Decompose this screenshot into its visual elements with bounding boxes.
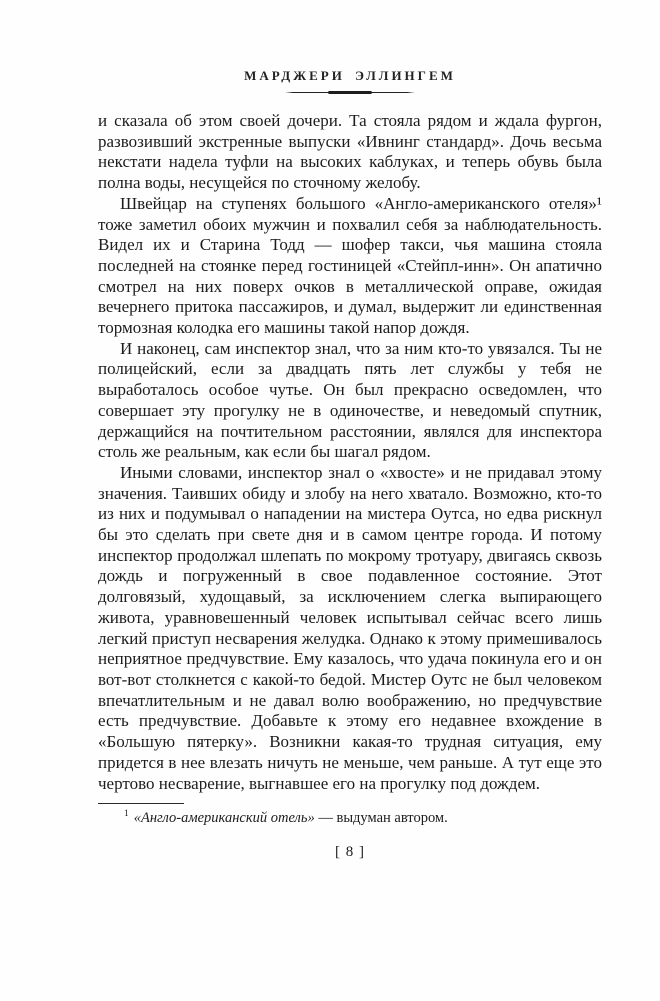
footnote-text: — выдуман автором.	[314, 810, 448, 827]
paragraph: Иными словами, инспектор знал о «хвосте» и не придавал этому значения. Таивших обиду и злобу на него хватало. Возможно, кто-то из них и подумывал о нападении на мистера Оутса, но едва рискнул бы это сделать при свете дня и в самом центре города. И потому инспектор продолжал шлепать по мокрому тротуару, двигаясь сквозь дождь и погруженный в свое подавленное состояние. Этот долговязый, худощавый, за исключением слегка выпирающего живота, уравновешенный человек испытывал сейчас всего лишь легкий приступ несварения желудка. Однако к этому примешивалось неприятное предчувствие. Ему казалось, что удача покинула его и он вот-вот столкнется с какой-то бедой. Мистер Оутс не был человеком впечатлительным и не давал волю воображению, но предчувствие есть предчувствие. Добавьте к этому его недавнее вхождение в «Большую пятерку». Возникни какая-то трудная ситуация, ему придется в нее влезать ничуть не меньше, чем раньше. А тут еще это чертово несварение, выгнавшее его на прогулку под дождем.	[98, 462, 602, 793]
paragraph: И наконец, сам инспектор знал, что за ним кто-то увязался. Ты не полицейский, если за двадцать пять лет службы у тебя не выработалось особое чутье. Он был прекрасно осведомлен, что совершает эту прогулку не в одиночестве, и неведомый спутник, держащийся на почтительном расстоянии, являлся для инспектора столь же реальным, как если бы шагал рядом.	[98, 338, 602, 462]
page-body	[98, 111, 602, 794]
footnote-term: «Англо-американский отель»	[133, 810, 315, 827]
page-footer	[98, 844, 602, 861]
paragraph: Швейцар на ступенях большого «Англо-американского отеля»¹ тоже заметил обоих мужчин и похвалил себя за наблюдательность. Видел их и Старина Тодд — шофер такси, чья машина стояла последней на стоянке перед гостиницей «Стейпл-инн». Он апатично смотрел на них поверх очков в металлической оправе, ожидая вечернего притока пассажиров, и думал, выдержит ли единственная тормозная колодка его машины такой напор дождя.	[98, 193, 602, 338]
header-divider-ornament	[285, 89, 415, 96]
running-header: МАРДЖЕРИ ЭЛЛИНГЕМ	[244, 68, 456, 83]
footnote-marker: 1	[124, 809, 129, 820]
divider-thick-bar	[328, 91, 372, 94]
page-header	[98, 68, 602, 96]
paragraph-continuation: и сказала об этом своей дочери. Та стояла рядом и ждала фургон, развозивший экстренные выпуски «Ивнинг стандард». Дочь весьма некстати надела туфли на высоких каблуках, и теперь обувь была полна воды, несущейся по сточному желобу.	[98, 111, 602, 193]
page-number: [ 8 ]	[335, 844, 365, 861]
footnote-divider	[98, 803, 184, 804]
footnote	[98, 809, 602, 827]
